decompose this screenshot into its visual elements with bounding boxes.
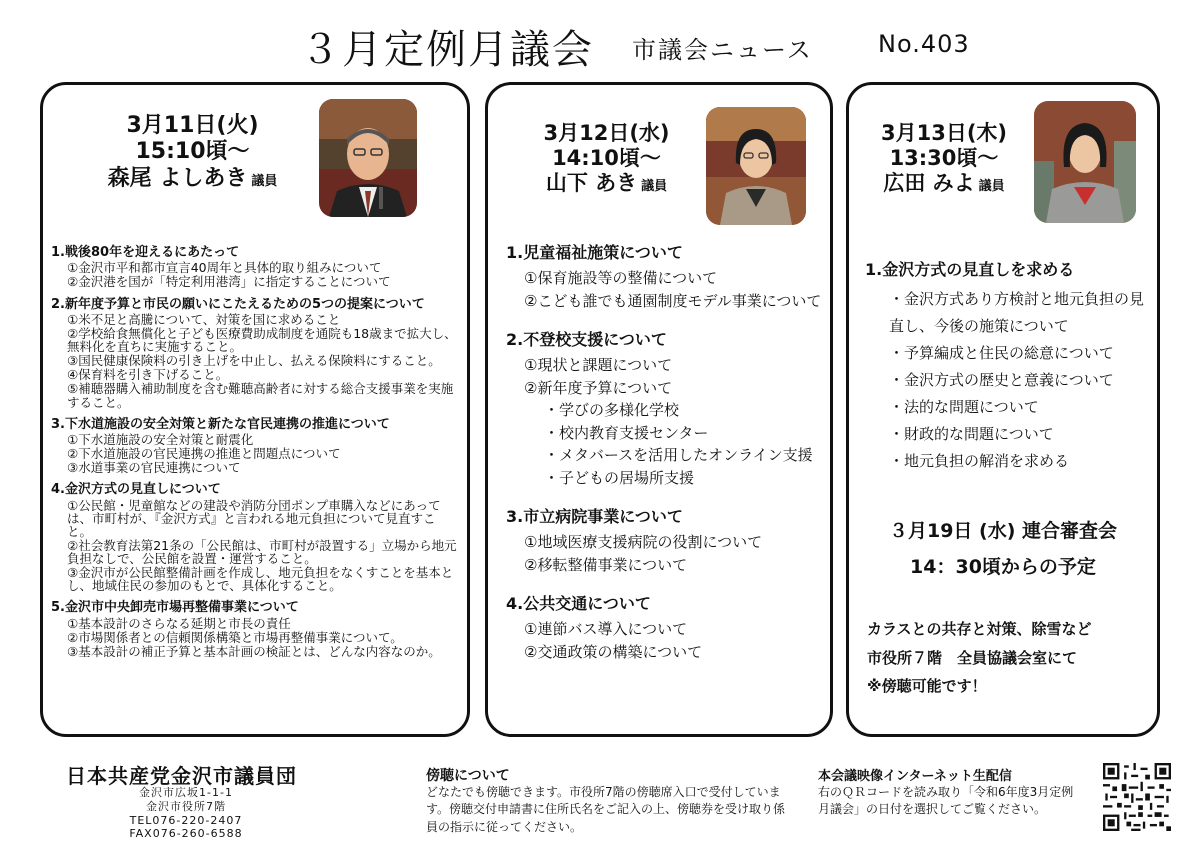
speech-date: 3月12日(水)	[543, 121, 670, 145]
topic	[51, 245, 459, 289]
topic	[51, 417, 459, 475]
topic-item: ③金沢市が公民館整備計画を作成し、地元負担をなくすことを基本とし、地域住民の参加のもとで、具体化すること。	[67, 565, 454, 594]
address-line: 金沢市役所7階	[146, 799, 226, 813]
topic-list	[506, 243, 826, 681]
speaker-portrait-image	[319, 99, 417, 217]
topic-item: ①公民館・児童館などの建設や消防分団ポンプ車購入などにあっては、市町村が、『金沢方式』と言われる地元負担について見直すこと。	[67, 497, 441, 539]
topic-item: ・金沢方式の歴史と意義について	[889, 371, 1114, 389]
speaker-header	[849, 121, 1039, 197]
topic-title: 5.金沢市中央卸売市場再整備事業について	[51, 600, 299, 616]
speaker-photo	[1034, 101, 1136, 223]
topic-item: ・地元負担の解消を求める	[889, 452, 1070, 470]
topic-item: ②こども誰でも通園制度モデル事業について	[524, 291, 822, 310]
schedule-line: 14：30頃からの予定	[910, 556, 1096, 579]
speaker-name-line	[494, 171, 719, 196]
newsletter-name: 市議会ニュース	[632, 36, 813, 64]
joint-review-schedule	[849, 513, 1157, 585]
live-stream-title: 本会議映像インターネット生配信	[818, 769, 1012, 784]
speaker-name: 山下 あき	[545, 171, 638, 196]
speech-time: 14:10頃～	[552, 146, 661, 171]
topic-bullet: ・子どもの居場所支援	[544, 468, 695, 487]
topic-title: 3.下水道施設の安全対策と新たな官民連携の推進について	[51, 416, 390, 432]
speaker-name-line	[849, 171, 1039, 196]
speech-date: 3月13日(木)	[880, 121, 1008, 145]
speaker-title: 議員	[641, 179, 668, 195]
topic-item: ②交通政策の構築について	[524, 642, 703, 661]
topic-title: 2.不登校支援について	[506, 330, 667, 349]
topic-item: ⑤補聴器購入補助制度を含む難聴高齢者に対する総合支援事業を実施すること。	[67, 381, 454, 410]
speaker-name: 森尾 よしあき	[107, 165, 248, 191]
speaker-title: 議員	[978, 179, 1005, 195]
topic-bullet: ・校内教育支援センター	[544, 423, 709, 442]
topic	[865, 260, 1155, 475]
speaker-photo	[706, 107, 806, 225]
topic-title: 1.金沢方式の見直しを求める	[865, 260, 1075, 279]
speaker-photo	[319, 99, 417, 217]
topic-item: ①基本設計のさらなる延期と市長の責任	[67, 615, 291, 631]
topic	[506, 243, 826, 312]
topic	[506, 594, 826, 663]
topic-item: ②社会教育法第21条の「公民館は、市町村が設置する」立場から地元負担なしで、公民館を設置・運営すること。	[67, 537, 457, 566]
speaker-name: 広田 みよ	[883, 171, 975, 196]
topic	[51, 482, 459, 592]
page-title: ３月定例月議会	[300, 27, 594, 73]
topic-item: ②移転整備事業について	[524, 555, 688, 574]
address-line: 金沢市広坂1-1-1	[139, 786, 233, 799]
topic-item: ③水道事業の官民連携について	[67, 460, 241, 476]
topic-item: ②市場関係者との信頼関係構築と市場再整備事業について。	[67, 629, 403, 645]
topic-list	[865, 260, 1155, 485]
speaker-portrait-image	[1034, 101, 1136, 223]
address-line: FAX076-260-6588	[129, 827, 243, 841]
topic-item: ④保育料を引き下げること。	[67, 367, 229, 383]
topic-title: 3.市立病院事業について	[506, 507, 683, 526]
organization-name: 日本共産党金沢市議員団	[66, 764, 297, 788]
topic-title: 4.公共交通について	[506, 594, 651, 613]
topic-item: ③国民健康保険料の引き上げを中止し、払える保険料にすること。	[67, 353, 441, 369]
topic-item: ・金沢方式あり方検討と地元負担の見直し、今後の施策について	[889, 290, 1145, 335]
note-line: 市役所７階 全員協議会室にて	[867, 648, 1078, 667]
topic	[51, 297, 459, 409]
topic-item: ③基本設計の補正予算と基本計画の検証とは、どんな内容なのか。	[67, 643, 441, 659]
live-stream-body: 右のＱＲコードを読み取り「令和6年度3月定例月議会」の日付を選択してご覧ください。	[818, 785, 1074, 817]
speaker-header	[65, 113, 320, 192]
speech-date: 3月11日(火)	[126, 113, 259, 138]
topic-title: 1.児童福祉施策について	[506, 243, 683, 262]
qr-code-icon[interactable]	[1103, 763, 1171, 831]
topic-item: ①地域医療支援病院の役割について	[524, 533, 763, 551]
schedule-line: ３月19日 (水) 連合審査会	[888, 520, 1118, 542]
speech-time: 13:30頃～	[889, 146, 999, 171]
topic-item: ②金沢港を国が「特定利用港湾」に指定することについて	[67, 274, 391, 290]
topic-bullet: ・学びの多様化学校	[544, 401, 680, 419]
schedule-notes	[867, 615, 1157, 701]
issue-number: No.403	[878, 30, 970, 58]
speaker-card-yamashita	[485, 82, 833, 737]
organization-address	[116, 786, 256, 841]
topic-item: ・財政的な問題について	[889, 425, 1054, 443]
topic-item: ①下水道施設の安全対策と耐震化	[67, 431, 254, 447]
observation-title: 傍聴について	[426, 768, 510, 784]
topic-item: ①金沢市平和都市宣言40周年と具体的取り組みについて	[67, 260, 382, 276]
topic-item: ①保育施設等の整備について	[524, 269, 718, 287]
speaker-card-hirota	[846, 82, 1160, 737]
speaker-card-morio	[40, 82, 470, 737]
speech-time: 15:10頃～	[135, 139, 250, 165]
topic-bullet: ・メタバースを活用したオンライン支援	[544, 446, 813, 464]
topic-title: 4.金沢方式の見直しについて	[51, 482, 221, 498]
address-line: TEL076-220-2407	[129, 813, 243, 827]
topic-item: ①連節バス導入について	[524, 620, 688, 638]
topic-item: ②下水道施設の官民連携の推進と問題点について	[67, 446, 341, 461]
topic-item: ①現状と課題について	[524, 356, 673, 374]
topic-item: ②新年度予算について	[524, 378, 673, 397]
speaker-title: 議員	[251, 173, 278, 189]
topic	[51, 600, 459, 658]
note-line: カラスとの共存と対策、除雪など	[867, 620, 1092, 638]
topic-item: ①米不足と高騰について、対策を国に求めること	[67, 311, 341, 327]
speaker-header	[494, 121, 719, 197]
topic	[506, 507, 826, 576]
note-line: ※傍聴可能です！	[867, 677, 987, 695]
topic-item: ・予算編成と住民の総意について	[889, 344, 1114, 362]
observation-body: どなたでも傍聴できます。市役所7階の傍聴席入口で受付しています。傍聴交付申請書に住所氏名をご記入の上、傍聴券を受け取り係員の指示に従ってください。	[426, 785, 786, 834]
topic-title: 1.戦後80年を迎えるにあたって	[51, 245, 240, 260]
topic-item: ・法的な問題について	[889, 398, 1039, 416]
speaker-portrait-image	[706, 107, 806, 225]
topic	[506, 330, 826, 489]
topic-item: ②学校給食無償化と子ども医療費助成制度を通院も18歳まで拡大し、無料化を直ちに実施すること。	[67, 325, 457, 354]
topic-title: 2.新年度予算と市民の願いにこたえるための5つの提案について	[51, 296, 425, 312]
topic-list	[51, 245, 459, 666]
page-header	[0, 18, 1200, 74]
speaker-name-line	[65, 166, 320, 192]
